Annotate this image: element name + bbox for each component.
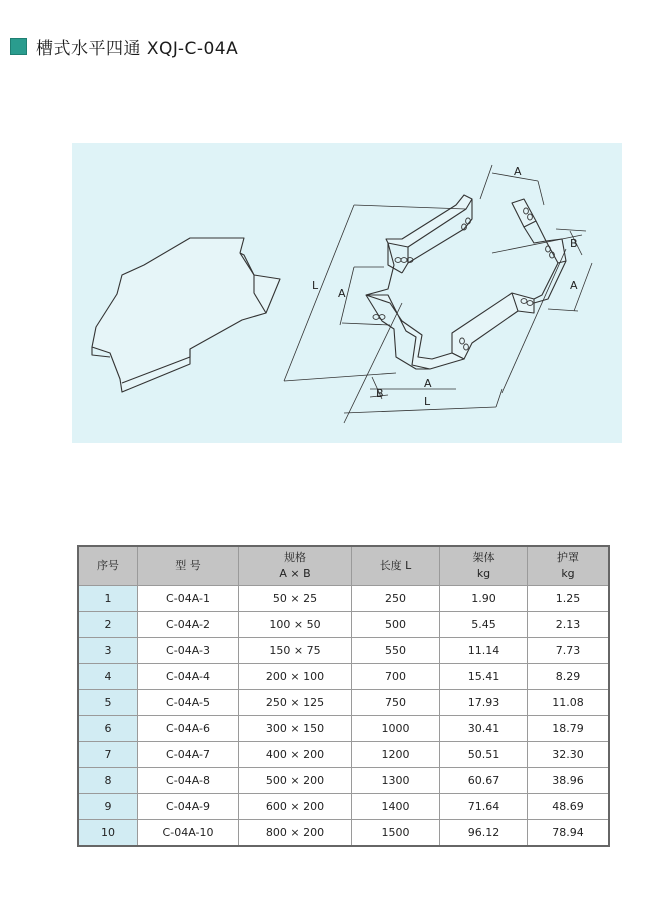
table-body (78, 586, 609, 847)
spec-table (77, 545, 610, 847)
cell-length: 1500 (352, 820, 440, 847)
cell-model: C-04A-2 (138, 612, 239, 638)
cell-spec: 100 × 50 (239, 612, 352, 638)
cell-cover: 38.96 (528, 768, 610, 794)
header-frame-line1: 架体 (472, 551, 495, 564)
dim-label-A-bottom: A (424, 377, 432, 390)
table-row (78, 586, 609, 612)
cell-model: C-04A-4 (138, 664, 239, 690)
cell-cover: 78.94 (528, 820, 610, 847)
cell-frame: 1.90 (440, 586, 528, 612)
cell-cover: 1.25 (528, 586, 610, 612)
cell-index: 7 (78, 742, 138, 768)
cell-index: 3 (78, 638, 138, 664)
cell-cover: 8.29 (528, 664, 610, 690)
cell-cover: 2.13 (528, 612, 610, 638)
cell-spec: 150 × 75 (239, 638, 352, 664)
table-row (78, 612, 609, 638)
cell-spec: 200 × 100 (239, 664, 352, 690)
cell-index: 1 (78, 586, 138, 612)
cell-cover: 48.69 (528, 794, 610, 820)
dim-label-A-right: A (570, 279, 578, 292)
title-square-icon (10, 38, 27, 55)
cell-spec: 600 × 200 (239, 794, 352, 820)
cell-length: 700 (352, 664, 440, 690)
table-row (78, 664, 609, 690)
cell-spec: 300 × 150 (239, 716, 352, 742)
dim-label-B-right: B (570, 237, 578, 250)
cell-spec: 400 × 200 (239, 742, 352, 768)
header-spec-line1: 规格 (284, 551, 306, 564)
cell-length: 1300 (352, 768, 440, 794)
header-index: 序号 (78, 546, 138, 586)
cell-model: C-04A-9 (138, 794, 239, 820)
cell-frame: 15.41 (440, 664, 528, 690)
table-row (78, 794, 609, 820)
cell-index: 5 (78, 690, 138, 716)
table-row (78, 690, 609, 716)
cell-frame: 17.93 (440, 690, 528, 716)
technical-drawing (72, 143, 622, 443)
cell-frame: 30.41 (440, 716, 528, 742)
trough-fourway-shape (366, 195, 566, 369)
header-cover-line2: kg (561, 567, 575, 580)
cover-plate-shape (92, 238, 280, 392)
dim-label-L-left: L (312, 279, 319, 292)
cell-frame: 5.45 (440, 612, 528, 638)
header-length: 长度 L (352, 546, 440, 586)
cell-index: 9 (78, 794, 138, 820)
cell-model: C-04A-6 (138, 716, 239, 742)
table-row (78, 638, 609, 664)
cell-frame: 71.64 (440, 794, 528, 820)
cell-model: C-04A-8 (138, 768, 239, 794)
dimension-lines (284, 165, 592, 423)
table-header-row (78, 546, 609, 586)
cell-index: 8 (78, 768, 138, 794)
cell-frame: 96.12 (440, 820, 528, 847)
header-spec (239, 546, 352, 586)
cell-model: C-04A-10 (138, 820, 239, 847)
cell-spec: 250 × 125 (239, 690, 352, 716)
cell-index: 10 (78, 820, 138, 847)
cell-cover: 32.30 (528, 742, 610, 768)
cell-frame: 11.14 (440, 638, 528, 664)
header-frame-line2: kg (476, 567, 491, 580)
cell-index: 2 (78, 612, 138, 638)
dim-label-L-bottom: L (424, 395, 431, 408)
cell-index: 6 (78, 716, 138, 742)
cell-model: C-04A-3 (138, 638, 239, 664)
cell-cover: 7.73 (528, 638, 610, 664)
cell-index: 4 (78, 664, 138, 690)
table-row (78, 820, 609, 847)
cell-length: 1000 (352, 716, 440, 742)
cell-cover: 11.08 (528, 690, 610, 716)
cell-model: C-04A-7 (138, 742, 239, 768)
cell-spec: 800 × 200 (239, 820, 352, 847)
page-title: 槽式水平四通 XQJ-C-04A (36, 39, 239, 59)
cell-model: C-04A-1 (138, 586, 239, 612)
cell-length: 250 (352, 586, 440, 612)
header-cover (528, 546, 610, 586)
table-row (78, 768, 609, 794)
table-row (78, 742, 609, 768)
header-model: 型 号 (138, 546, 239, 586)
cell-spec: 50 × 25 (239, 586, 352, 612)
cell-length: 750 (352, 690, 440, 716)
header-cover-line1: 护罩 (557, 551, 579, 564)
header-spec-line2: A × B (279, 567, 311, 580)
dim-label-A-left: A (338, 287, 346, 300)
cell-length: 500 (352, 612, 440, 638)
drawing-svg (72, 143, 622, 443)
cell-model: C-04A-5 (138, 690, 239, 716)
cell-length: 1200 (352, 742, 440, 768)
page-header (10, 34, 238, 59)
dim-label-A-top: A (514, 165, 522, 178)
cell-frame: 60.67 (440, 768, 528, 794)
cell-frame: 50.51 (440, 742, 528, 768)
cell-length: 1400 (352, 794, 440, 820)
cell-length: 550 (352, 638, 440, 664)
dim-label-B-bottom: B (376, 387, 384, 400)
table-row (78, 716, 609, 742)
header-frame (440, 546, 528, 586)
cell-spec: 500 × 200 (239, 768, 352, 794)
cell-cover: 18.79 (528, 716, 610, 742)
